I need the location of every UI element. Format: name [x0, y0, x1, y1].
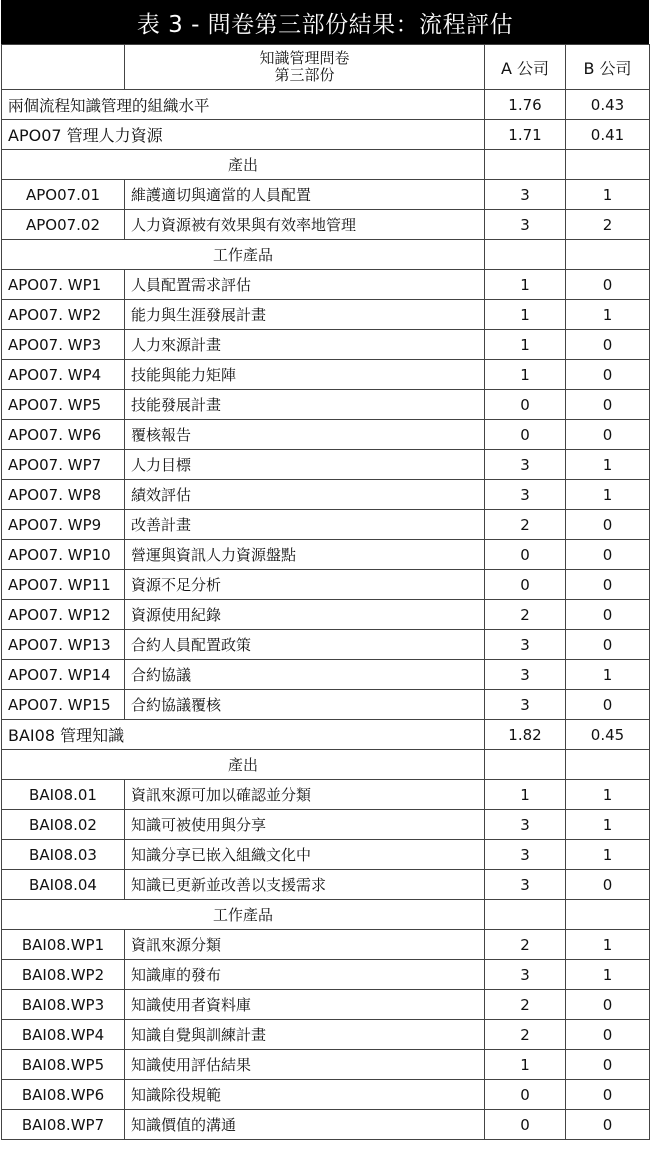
section-empty-a [485, 150, 566, 180]
company-b-score: 0.45 [566, 720, 650, 750]
company-a-score: 2 [485, 510, 566, 540]
item-code: APO07. WP3 [2, 330, 125, 360]
item-description: 技能發展計畫 [125, 390, 485, 420]
table-row [2, 420, 650, 450]
company-b-score: 0 [566, 630, 650, 660]
company-b-score: 0 [566, 690, 650, 720]
section-label: 產出 [2, 750, 485, 780]
table-row [2, 300, 650, 330]
table-row [2, 600, 650, 630]
header-company-a: A 公司 [485, 45, 566, 90]
item-description: 能力與生涯發展計畫 [125, 300, 485, 330]
table-row [2, 540, 650, 570]
company-a-score: 3 [485, 840, 566, 870]
item-code: APO07. WP1 [2, 270, 125, 300]
header-questionnaire-line1: 知識管理問卷 [259, 49, 350, 67]
item-code: BAI08.WP7 [2, 1110, 125, 1140]
summary-label: BAI08 管理知識 [2, 720, 485, 750]
item-description: 覆核報告 [125, 420, 485, 450]
section-row [2, 750, 650, 780]
header-questionnaire-line2: 第三部份 [274, 66, 335, 84]
item-code: APO07.02 [2, 210, 125, 240]
company-a-score: 1.82 [485, 720, 566, 750]
item-code: APO07. WP12 [2, 600, 125, 630]
table-row [2, 390, 650, 420]
section-empty-a [485, 750, 566, 780]
item-description: 績效評估 [125, 480, 485, 510]
section-label: 產出 [2, 150, 485, 180]
item-description: 知識分享已嵌入組織文化中 [125, 840, 485, 870]
company-a-score: 3 [485, 870, 566, 900]
company-b-score: 0 [566, 510, 650, 540]
summary-label: 兩個流程知識管理的組織水平 [2, 90, 485, 120]
results-document [1, 0, 649, 1140]
table-row [2, 660, 650, 690]
company-b-score: 1 [566, 810, 650, 840]
company-b-score: 0 [566, 270, 650, 300]
item-description: 知識價值的溝通 [125, 1110, 485, 1140]
item-code: APO07.01 [2, 180, 125, 210]
item-description: 知識自覺與訓練計畫 [125, 1020, 485, 1050]
item-code: APO07. WP15 [2, 690, 125, 720]
item-description: 人力資源被有效果與有效率地管理 [125, 210, 485, 240]
company-a-score: 2 [485, 990, 566, 1020]
company-b-score: 0 [566, 1050, 650, 1080]
item-description: 改善計畫 [125, 510, 485, 540]
table-row [2, 360, 650, 390]
company-b-score: 0 [566, 570, 650, 600]
item-description: 資源不足分析 [125, 570, 485, 600]
item-code: APO07. WP8 [2, 480, 125, 510]
item-code: BAI08.WP1 [2, 930, 125, 960]
table-row [2, 810, 650, 840]
company-a-score: 3 [485, 480, 566, 510]
item-description: 維護適切與適當的人員配置 [125, 180, 485, 210]
item-code: BAI08.04 [2, 870, 125, 900]
section-label: 工作產品 [2, 900, 485, 930]
company-a-score: 2 [485, 930, 566, 960]
company-b-score: 0 [566, 360, 650, 390]
summary-label: APO07 管理人力資源 [2, 120, 485, 150]
company-b-score: 1 [566, 480, 650, 510]
section-empty-b [566, 750, 650, 780]
section-row [2, 900, 650, 930]
item-code: APO07. WP14 [2, 660, 125, 690]
company-b-score: 1 [566, 450, 650, 480]
section-empty-a [485, 900, 566, 930]
section-row [2, 240, 650, 270]
company-a-score: 1.76 [485, 90, 566, 120]
item-code: BAI08.WP6 [2, 1080, 125, 1110]
table-header-row [2, 45, 650, 90]
company-a-score: 1 [485, 330, 566, 360]
item-code: BAI08.03 [2, 840, 125, 870]
company-b-score: 1 [566, 840, 650, 870]
item-description: 資訊來源分類 [125, 930, 485, 960]
company-a-score: 1 [485, 1050, 566, 1080]
company-a-score: 3 [485, 960, 566, 990]
item-description: 合約協議 [125, 660, 485, 690]
company-a-score: 0 [485, 540, 566, 570]
table-row [2, 630, 650, 660]
company-b-score: 1 [566, 300, 650, 330]
table-row [2, 870, 650, 900]
item-description: 營運與資訊人力資源盤點 [125, 540, 485, 570]
company-a-score: 3 [485, 660, 566, 690]
table-row [2, 960, 650, 990]
item-description: 知識可被使用與分享 [125, 810, 485, 840]
company-b-score: 0 [566, 990, 650, 1020]
table-row [2, 990, 650, 1020]
table-row [2, 180, 650, 210]
table-row [2, 690, 650, 720]
table-row [2, 1080, 650, 1110]
item-code: APO07. WP10 [2, 540, 125, 570]
header-questionnaire-cell [125, 45, 485, 90]
table-row [2, 1020, 650, 1050]
item-description: 資源使用紀錄 [125, 600, 485, 630]
company-b-score: 0 [566, 1020, 650, 1050]
table-row [2, 780, 650, 810]
company-b-score: 0 [566, 330, 650, 360]
company-a-score: 3 [485, 210, 566, 240]
company-a-score: 0 [485, 390, 566, 420]
header-code-cell [2, 45, 125, 90]
company-b-score: 1 [566, 960, 650, 990]
company-a-score: 3 [485, 180, 566, 210]
item-code: APO07. WP9 [2, 510, 125, 540]
item-description: 知識除役規範 [125, 1080, 485, 1110]
item-description: 人員配置需求評估 [125, 270, 485, 300]
item-code: APO07. WP6 [2, 420, 125, 450]
item-description: 人力目標 [125, 450, 485, 480]
company-a-score: 3 [485, 810, 566, 840]
item-description: 資訊來源可加以確認並分類 [125, 780, 485, 810]
company-a-score: 3 [485, 690, 566, 720]
company-a-score: 0 [485, 570, 566, 600]
header-company-b: B 公司 [566, 45, 650, 90]
section-empty-a [485, 240, 566, 270]
summary-row [2, 120, 650, 150]
company-b-score: 1 [566, 180, 650, 210]
company-b-score: 1 [566, 930, 650, 960]
company-b-score: 0.41 [566, 120, 650, 150]
company-a-score: 0 [485, 1080, 566, 1110]
company-b-score: 0 [566, 390, 650, 420]
item-description: 技能與能力矩陣 [125, 360, 485, 390]
section-empty-b [566, 240, 650, 270]
company-a-score: 1 [485, 300, 566, 330]
table-row [2, 1110, 650, 1140]
item-description: 人力來源計畫 [125, 330, 485, 360]
section-label: 工作產品 [2, 240, 485, 270]
results-table [1, 44, 650, 1140]
table-row [2, 840, 650, 870]
table-row [2, 930, 650, 960]
table-row [2, 450, 650, 480]
item-code: BAI08.WP2 [2, 960, 125, 990]
company-a-score: 1.71 [485, 120, 566, 150]
table-title: 表 3 - 問卷第三部份結果：流程評估 [1, 0, 649, 44]
company-b-score: 0 [566, 420, 650, 450]
item-code: APO07. WP13 [2, 630, 125, 660]
company-b-score: 1 [566, 780, 650, 810]
table-row [2, 510, 650, 540]
table-row [2, 270, 650, 300]
item-code: BAI08.WP3 [2, 990, 125, 1020]
table-row [2, 210, 650, 240]
item-code: BAI08.02 [2, 810, 125, 840]
company-a-score: 3 [485, 450, 566, 480]
section-empty-b [566, 900, 650, 930]
item-description: 知識使用評估結果 [125, 1050, 485, 1080]
item-code: APO07. WP7 [2, 450, 125, 480]
item-description: 知識庫的發布 [125, 960, 485, 990]
item-code: BAI08.01 [2, 780, 125, 810]
item-description: 合約人員配置政策 [125, 630, 485, 660]
table-row [2, 570, 650, 600]
company-a-score: 1 [485, 270, 566, 300]
company-a-score: 2 [485, 1020, 566, 1050]
item-description: 合約協議覆核 [125, 690, 485, 720]
company-b-score: 0 [566, 600, 650, 630]
summary-row [2, 90, 650, 120]
company-a-score: 2 [485, 600, 566, 630]
company-a-score: 0 [485, 420, 566, 450]
summary-row [2, 720, 650, 750]
company-a-score: 1 [485, 780, 566, 810]
company-b-score: 0 [566, 1080, 650, 1110]
table-body [2, 90, 650, 1140]
company-a-score: 3 [485, 630, 566, 660]
item-code: APO07. WP4 [2, 360, 125, 390]
company-b-score: 2 [566, 210, 650, 240]
table-row [2, 480, 650, 510]
item-code: APO07. WP5 [2, 390, 125, 420]
item-code: BAI08.WP4 [2, 1020, 125, 1050]
company-b-score: 0 [566, 870, 650, 900]
table-row [2, 1050, 650, 1080]
company-b-score: 0.43 [566, 90, 650, 120]
company-b-score: 0 [566, 1110, 650, 1140]
table-row [2, 330, 650, 360]
section-row [2, 150, 650, 180]
company-a-score: 0 [485, 1110, 566, 1140]
company-b-score: 1 [566, 660, 650, 690]
item-description: 知識已更新並改善以支援需求 [125, 870, 485, 900]
company-a-score: 1 [485, 360, 566, 390]
company-b-score: 0 [566, 540, 650, 570]
section-empty-b [566, 150, 650, 180]
item-code: APO07. WP11 [2, 570, 125, 600]
item-code: BAI08.WP5 [2, 1050, 125, 1080]
item-code: APO07. WP2 [2, 300, 125, 330]
item-description: 知識使用者資料庫 [125, 990, 485, 1020]
